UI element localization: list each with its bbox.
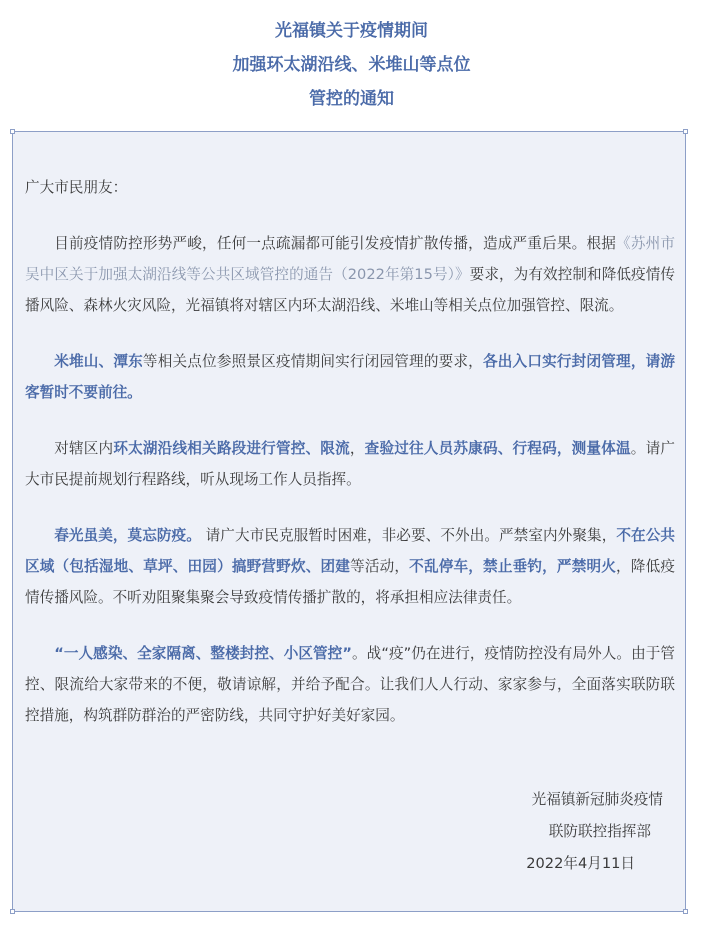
paragraph-2-text: 等相关点位参照景区疫情期间实行闭园管理的要求， [142,353,483,370]
paragraph-5 [25,638,675,731]
paragraph-2-highlight-1: 米堆山、潭东 [54,353,143,370]
paragraph-4-highlight-3: 不乱停车，禁止垂钓，严禁明火 [409,558,617,575]
notice-frame [12,131,686,912]
frame-corner-square [10,909,15,914]
signature-org-line-1: 光福镇新冠肺炎疫情 [531,791,663,808]
frame-corner-square [10,129,15,134]
paragraph-3-text-c: 。请广大市民提前规划行程路线，听从现场工作人员指挥。 [25,440,675,488]
notice-title-line-2: 加强环太湖沿线、米堆山等点位 [232,55,471,75]
signature-org-line-2: 联防联控指挥部 [548,823,651,840]
greeting: 广大市民朋友： [25,179,128,196]
paragraph-4-text-b: 等活动， [350,558,410,575]
paragraph-4 [25,520,675,613]
paragraph-3-highlight-2: 查验过往人员苏康码、行程码，测量体温 [364,440,631,457]
paragraph-2 [25,346,675,408]
paragraph-4-highlight-1: 春光虽美，莫忘防疫。 [54,527,201,544]
paragraph-4-text-c: ，降低疫情传播风险。不听劝阻聚集聚会导致疫情传播扩散的，将承担相应法律责任。 [25,558,675,606]
notice-title-line-3: 管控的通知 [309,89,394,109]
referenced-document-title: 《苏州市吴中区关于加强太湖沿线等公共区域管控的通告（2022年第15号）》 [25,235,675,283]
paragraph-5-highlight-1: “一人感染、全家隔离、整楼封控、小区管控” [54,645,352,662]
paragraph-1-text-b: 要求，为有效控制和降低疫情传播风险、森林火灾风险，光福镇将对辖区内环太湖沿线、米堆山等相关点位加强管控、限流。 [25,266,675,314]
paragraph-3 [25,433,675,495]
paragraph-1-text-a: 目前疫情防控形势严峻，任何一点疏漏都可能引发疫情扩散传播，造成严重后果。根据 [54,235,617,252]
paragraph-2-highlight-2: 各出入口实行封闭管理，请游客暂时不要前往。 [25,353,675,401]
signature-block [13,784,663,880]
paragraph-1 [25,228,675,321]
notice-body [25,172,675,756]
paragraph-5-text: 。战“疫”仍在进行，疫情防控没有局外人。由于管控、限流给大家带来的不便，敬请谅解，并给予配合。让我们人人行动、家家参与，全面落实联防联控措施，构筑群防群治的严密防线，共同守护好美好家园。 [25,645,676,724]
paragraph-4-text-a: 请广大市民克服暂时困难，非必要、不外出。严禁室内外聚集， [200,527,617,544]
signature-date: 2022年4月11日 [526,855,635,872]
paragraph-3-highlight-1: 环太湖沿线相关路段进行管控、限流 [113,440,350,457]
paragraph-4-highlight-2: 不在公共区域（包括湿地、草坪、田园）搞野营野炊、团建 [25,527,675,575]
frame-corner-square [683,129,688,134]
paragraph-3-text-b: ， [349,440,365,457]
paragraph-3-text-a: 对辖区内 [54,440,114,457]
notice-title-line-1: 光福镇关于疫情期间 [275,21,428,41]
frame-corner-square [683,909,688,914]
